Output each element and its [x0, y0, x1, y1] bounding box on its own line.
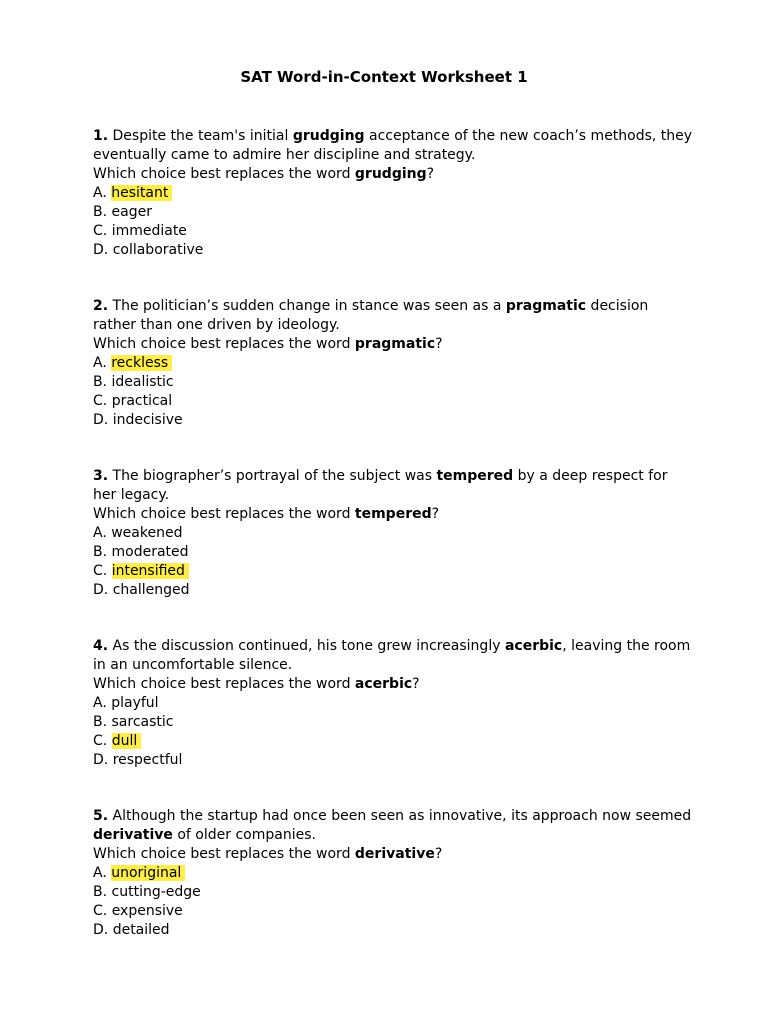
stem-text-before: As the discussion continued, his tone grew increasingly	[108, 638, 505, 654]
stem-text-after: of older companies.	[172, 827, 316, 843]
choice-a	[93, 354, 693, 373]
prompt-keyword: pragmatic	[354, 336, 436, 352]
choice-letter: B.	[93, 204, 112, 220]
choice-letter: B.	[93, 884, 112, 900]
prompt-keyword: grudging	[354, 166, 427, 182]
choice-a	[93, 524, 693, 543]
choice-letter: A.	[93, 355, 112, 371]
question-number: 5.	[93, 808, 109, 824]
choice-letter: B.	[93, 714, 112, 730]
choice-b	[93, 203, 693, 222]
choice-c	[93, 902, 693, 921]
question-stem	[93, 467, 693, 505]
choice-c	[93, 392, 693, 411]
prompt-text: Which choice best replaces the word	[93, 166, 355, 182]
stem-text-before: The politician’s sudden change in stance was seen as a	[108, 298, 506, 314]
page-title: SAT Word-in-Context Worksheet 1	[240, 68, 528, 86]
choice-text: expensive	[111, 903, 183, 919]
question-stem	[93, 127, 693, 165]
choice-d	[93, 581, 693, 600]
choice-letter: C.	[93, 563, 112, 579]
choice-text: moderated	[111, 544, 189, 560]
choice-b	[93, 373, 693, 392]
choice-letter: C.	[93, 903, 112, 919]
choice-letter: C.	[93, 393, 112, 409]
stem-text-after: by a deep respect for her legacy.	[93, 468, 668, 503]
choice-letter: C.	[93, 733, 112, 749]
choice-c	[93, 222, 693, 241]
choice-d	[93, 241, 693, 260]
choice-letter: A.	[93, 185, 112, 201]
question-prompt	[93, 505, 693, 524]
choice-text: immediate	[111, 223, 187, 239]
stem-text-before: Despite the team's initial	[108, 128, 293, 144]
choice-text: detailed	[112, 922, 170, 938]
keyword: acerbic	[504, 638, 563, 654]
choice-letter: D.	[93, 752, 113, 768]
question-stem	[93, 297, 693, 335]
choice-text-highlighted: intensified	[112, 563, 189, 579]
keyword: tempered	[436, 468, 514, 484]
choice-a	[93, 864, 693, 883]
choice-letter: D.	[93, 922, 113, 938]
question-prompt	[93, 165, 693, 184]
choice-text: collaborative	[112, 242, 204, 258]
choice-text: playful	[111, 695, 159, 711]
choice-letter: B.	[93, 544, 112, 560]
choice-a	[93, 694, 693, 713]
choice-text: sarcastic	[111, 714, 174, 730]
choice-b	[93, 713, 693, 732]
question-3	[93, 467, 693, 600]
choice-text: indecisive	[112, 412, 183, 428]
stem-text-after: decision rather than one driven by ideology.	[93, 298, 649, 333]
prompt-text: Which choice best replaces the word	[93, 506, 355, 522]
choice-letter: D.	[93, 582, 113, 598]
question-prompt	[93, 335, 693, 354]
prompt-keyword: tempered	[354, 506, 432, 522]
question-number: 1.	[93, 128, 109, 144]
prompt-keyword: derivative	[354, 846, 435, 862]
stem-text-after: acceptance of the new coach’s methods, they eventually came to admire her discipline and strategy.	[93, 128, 693, 163]
prompt-question-mark: ?	[431, 506, 440, 522]
stem-text-after: , leaving the room in an uncomfortable silence.	[93, 638, 691, 673]
choice-d	[93, 921, 693, 940]
choice-letter: D.	[93, 242, 113, 258]
choice-a	[93, 184, 693, 203]
question-stem	[93, 807, 693, 845]
choice-d	[93, 411, 693, 430]
prompt-question-mark: ?	[426, 166, 435, 182]
choice-letter: D.	[93, 412, 113, 428]
choice-text: practical	[111, 393, 173, 409]
question-prompt	[93, 675, 693, 694]
choice-text: challenged	[112, 582, 190, 598]
question-4	[93, 637, 693, 770]
choice-letter: A.	[93, 525, 112, 541]
prompt-text: Which choice best replaces the word	[93, 336, 355, 352]
choice-text-highlighted: reckless	[111, 355, 172, 371]
question-number: 3.	[93, 468, 109, 484]
choice-letter: A.	[93, 865, 112, 881]
choice-letter: A.	[93, 695, 112, 711]
question-number: 4.	[93, 638, 109, 654]
keyword: grudging	[292, 128, 365, 144]
choice-text-highlighted: hesitant	[111, 185, 172, 201]
prompt-text: Which choice best replaces the word	[93, 676, 355, 692]
question-5	[93, 807, 693, 940]
choice-d	[93, 751, 693, 770]
question-1	[93, 127, 693, 260]
choice-c	[93, 732, 693, 751]
choice-c	[93, 562, 693, 581]
choice-text: eager	[111, 204, 152, 220]
choice-text-highlighted: dull	[112, 733, 142, 749]
stem-text-before: The biographer’s portrayal of the subject was	[108, 468, 437, 484]
choice-text-highlighted: unoriginal	[111, 865, 185, 881]
keyword: derivative	[93, 827, 173, 843]
keyword: pragmatic	[505, 298, 587, 314]
choice-letter: B.	[93, 374, 112, 390]
choice-text: weakened	[111, 525, 183, 541]
choice-text: cutting-edge	[111, 884, 201, 900]
prompt-text: Which choice best replaces the word	[93, 846, 355, 862]
question-prompt	[93, 845, 693, 864]
prompt-question-mark: ?	[435, 336, 443, 352]
prompt-question-mark: ?	[412, 676, 420, 692]
prompt-question-mark: ?	[434, 846, 443, 862]
choice-b	[93, 543, 693, 562]
choice-letter: C.	[93, 223, 112, 239]
choice-text: idealistic	[111, 374, 174, 390]
question-2	[93, 297, 693, 430]
question-stem	[93, 637, 693, 675]
prompt-keyword: acerbic	[354, 676, 413, 692]
question-number: 2.	[93, 298, 109, 314]
choice-b	[93, 883, 693, 902]
stem-text-before: Although the startup had once been seen as innovative, its approach now seemed	[108, 808, 692, 824]
choice-text: respectful	[112, 752, 183, 768]
